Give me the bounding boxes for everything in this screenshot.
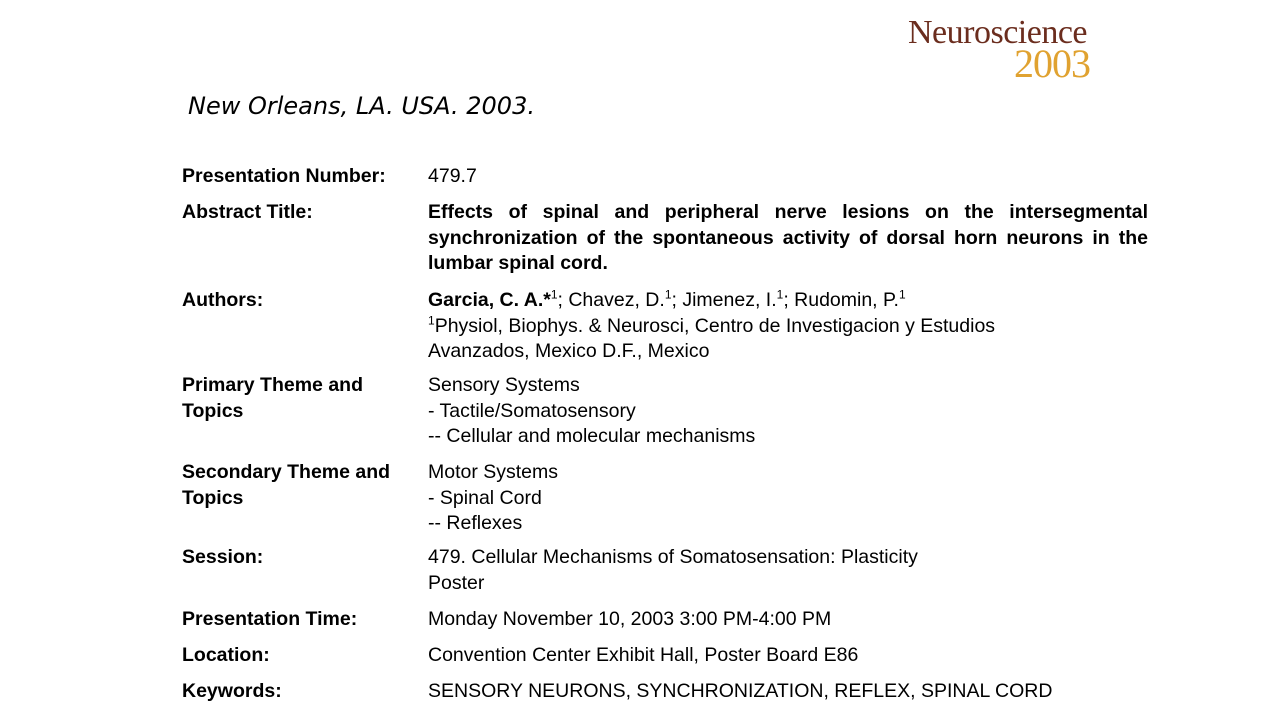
location-value: Convention Center Exhibit Hall, Poster Board E86 <box>428 644 859 666</box>
affiliation-line-2: Avanzados, Mexico D.F., Mexico <box>428 340 710 362</box>
location-date-subtitle: New Orleans, LA. USA. 2003. <box>188 92 535 120</box>
secondary-theme-value <box>428 460 1148 537</box>
secondary-theme-line: - Spinal Cord <box>428 486 542 509</box>
presentation-number-label: Presentation Number: <box>182 165 386 187</box>
presentation-time-label: Presentation Time: <box>182 608 358 630</box>
abstract-title-value: Effects of spinal and peripheral nerve lesions on the intersegmental synchronization of the spontaneous activity of dorsal horn neurons in the lumbar spinal cord. <box>428 201 1148 274</box>
primary-theme-label-line-2: Topics <box>182 399 244 422</box>
logo-word: Neuroscience <box>908 14 1088 51</box>
primary-theme-line: Sensory Systems <box>428 374 580 396</box>
session-line: Poster <box>428 571 485 594</box>
author-sup-1: 1 <box>550 287 558 302</box>
author-sup-3: 1 <box>776 287 784 302</box>
author-sup-2: 1 <box>664 287 672 302</box>
author-list <box>428 288 1148 314</box>
keywords-label: Keywords: <box>182 680 282 702</box>
affiliation-line-1 <box>428 314 1148 340</box>
primary-theme-value <box>428 373 1148 450</box>
abstract-title-label: Abstract Title: <box>182 201 313 223</box>
logo-year: 2003 <box>1014 41 1090 86</box>
affiliation-sup: 1 <box>428 313 435 327</box>
presentation-number-value: 479.7 <box>428 165 477 187</box>
primary-theme-label-line-1: Primary Theme and <box>182 374 363 396</box>
secondary-theme-label <box>182 460 422 511</box>
affiliation-text: Physiol, Biophys. & Neurosci, Centro de Investigacion y Estudios <box>434 314 996 337</box>
presentation-time-value: Monday November 10, 2003 3:00 PM-4:00 PM <box>428 608 832 630</box>
session-line: 479. Cellular Mechanisms of Somatosensation: Plasticity <box>428 546 918 568</box>
keywords-value: SENSORY NEURONS, SYNCHRONIZATION, REFLEX, SPINAL CORD <box>428 680 1053 702</box>
secondary-theme-line: Motor Systems <box>428 461 559 483</box>
session-value <box>428 545 1148 596</box>
authors-label: Authors: <box>182 289 264 311</box>
secondary-theme-label-line-1: Secondary Theme and <box>182 461 391 483</box>
author-jimenez: ; Jimenez, I. <box>671 289 777 311</box>
session-label: Session: <box>182 546 264 568</box>
primary-theme-line: -- Cellular and molecular mechanisms <box>428 425 756 447</box>
neuroscience-2003-logo <box>908 14 1148 86</box>
author-chavez: ; Chavez, D. <box>557 289 665 311</box>
primary-theme-line: - Tactile/Somatosensory <box>428 399 636 422</box>
author-sup-4: 1 <box>898 287 906 302</box>
primary-theme-label <box>182 373 422 424</box>
author-rudomin: ; Rudomin, P. <box>783 289 899 311</box>
secondary-theme-line: -- Reflexes <box>428 512 523 534</box>
secondary-theme-label-line-2: Topics <box>182 486 244 509</box>
first-author: Garcia, C. A.* <box>428 289 551 311</box>
authors-value <box>428 288 1148 365</box>
location-label: Location: <box>182 644 270 666</box>
